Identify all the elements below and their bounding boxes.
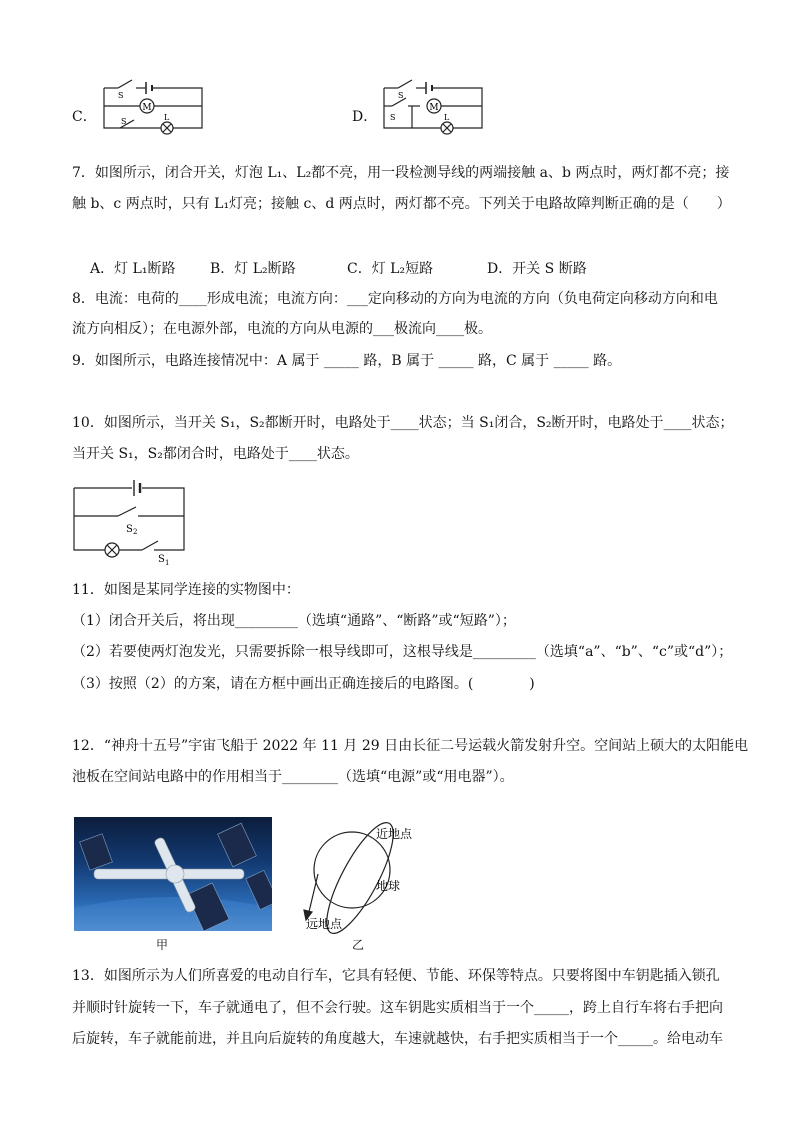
circuit-d-diagram — [372, 76, 492, 136]
q7-option-a[interactable]: A．灯 L₁断路 — [90, 261, 176, 277]
q7-option-c[interactable]: C．灯 L₂短路 — [347, 261, 434, 277]
lamp-label: L — [164, 113, 170, 122]
option-c-label: C． — [72, 109, 97, 125]
s2-label: S — [121, 117, 127, 126]
s1-label: S — [118, 91, 124, 100]
q13-line3: 后旋转，车子就能前进，并且向后旋转的角度越大，车速就越快，右手把实质相当于一个_____。给电动车 — [72, 1031, 723, 1047]
q8-line1: 8．电流：电荷的____形成电流；电流方向：___定向移动的方向为电流的方向（负电荷定向移动方向和电 — [72, 291, 718, 307]
q9-line: 9．如图所示，电路连接情况中：A 属于 _____ 路，B 属于 _____ 路，C 属于 _____ 路。 — [72, 353, 622, 369]
s1-label: S — [158, 554, 165, 565]
q8-line2: 流方向相反）；在电源外部，电流的方向从电源的___极流向____极。 — [72, 321, 492, 337]
q7-line1: 7．如图所示，闭合开关，灯泡 L₁、L₂都不亮，用一段检测导线的两端接触 a、b 两点时，两灯都不亮；接 — [72, 165, 730, 181]
q11-part3: （3）按照（2）的方案，请在方框中画出正确连接后的电路图。( ) — [72, 676, 535, 692]
q11-stem: 11．如图是某同学连接的实物图中： — [72, 582, 300, 598]
circuit-c-diagram — [92, 76, 212, 136]
orbit-diagram — [300, 812, 420, 947]
s1-sub: 1 — [165, 559, 170, 567]
q13-line1: 13．如图所示为人们所喜爱的电动自行车，它具有轻便、节能、环保等特点。只要将图中车钥匙插入锁孔 — [72, 968, 720, 984]
circuit-q10-diagram — [70, 474, 190, 568]
q11-part2: （2）若要使两灯泡发光，只需要拆除一根导线即可，这根导线是_________（选填“a”、“b”、“c”或“d”）； — [72, 644, 733, 660]
q13-line2: 并顺时针旋转一下，车子就通电了，但不会行驶。这车钥匙实质相当于一个_____，跨上自行车将右手把向 — [72, 1000, 723, 1016]
q12-line2: 池板在空间站电路中的作用相当于________（选填“电源”或“用电器”）。 — [72, 769, 514, 785]
near-point-label: 近地点 — [376, 827, 413, 841]
q7-line2: 触 b、c 两点时，只有 L₁灯亮；接触 c、d 两点时，两灯都不亮。下列关于电路故障判断正确的是（ ） — [72, 196, 731, 212]
s2-label: S — [390, 113, 396, 122]
q10-line2: 当开关 S₁，S₂都闭合时，电路处于____状态。 — [72, 446, 359, 462]
s1-label: S — [398, 91, 404, 100]
space-station-photo — [74, 817, 272, 931]
s2-label: S — [126, 524, 133, 535]
q11-part1: （1）闭合开关后，将出现_________（选填“通路”、“断路”或“短路”）； — [72, 613, 516, 629]
fig-jia-caption: 甲 — [156, 938, 169, 952]
earth-label: 地球 — [376, 879, 401, 893]
q10-line1: 10．如图所示，当开关 S₁，S₂都断开时，电路处于____状态；当 S₁闭合，S₂断开时，电路处于____状态； — [72, 415, 734, 431]
s2-sub: 2 — [133, 528, 138, 536]
option-d-label: D． — [352, 109, 378, 125]
far-point-label: 远地点 — [306, 917, 343, 931]
q7-option-d[interactable]: D．开关 S 断路 — [487, 261, 587, 277]
lamp-label: L — [444, 113, 450, 122]
motor-label: M — [429, 103, 439, 113]
motor-label: M — [142, 103, 152, 113]
q7-option-b[interactable]: B．灯 L₂断路 — [210, 261, 296, 277]
q12-line1: 12．“神舟十五号”宇宙飞船于 2022 年 11 月 29 日由长征二号运载火箭发射升空。空间站上硕大的太阳能电 — [72, 738, 749, 754]
fig-yi-caption: 乙 — [352, 938, 365, 952]
